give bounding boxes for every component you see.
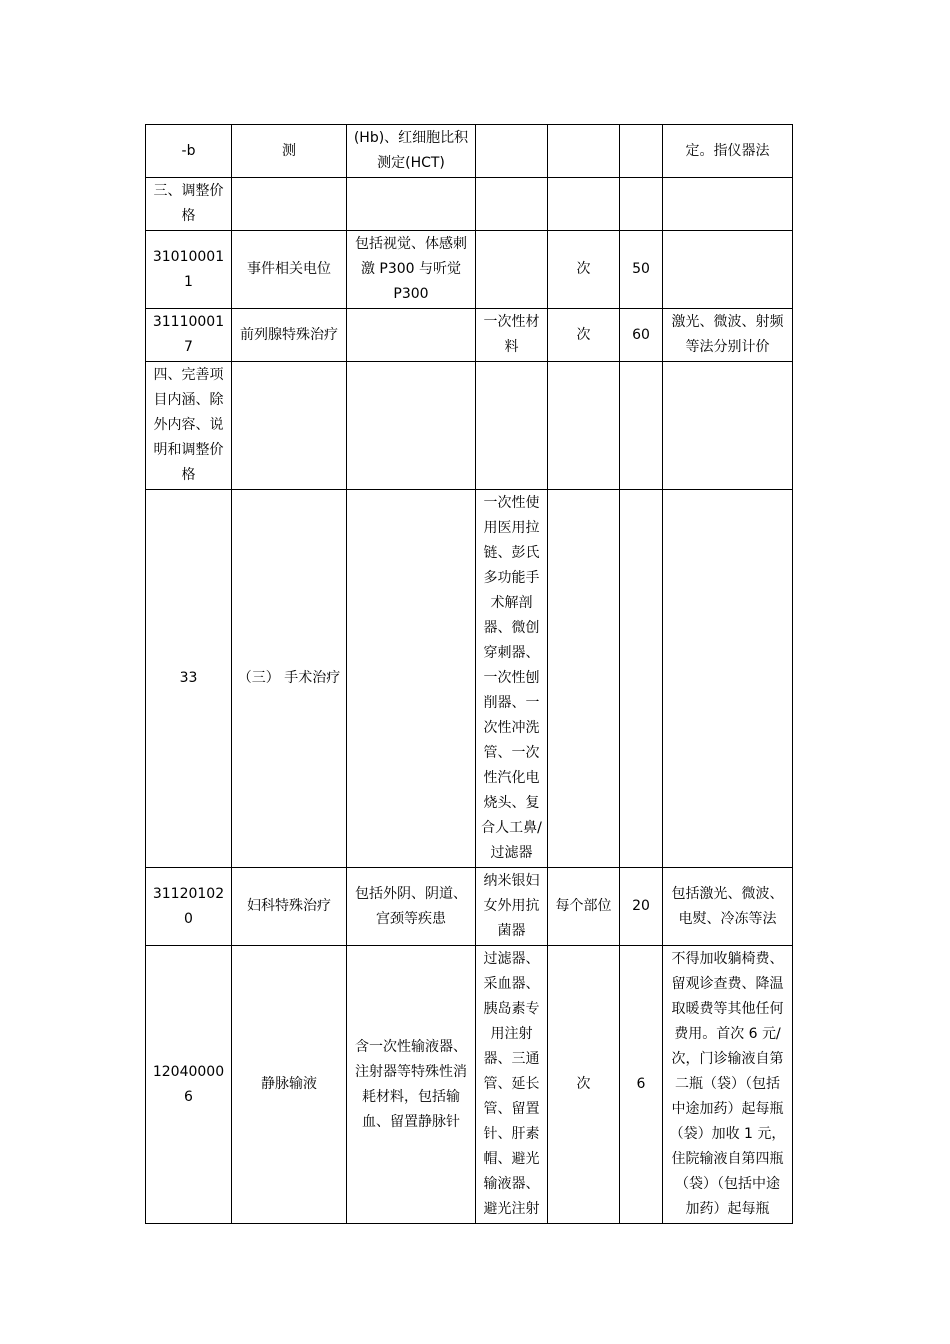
cell-price xyxy=(620,362,663,490)
table-row xyxy=(146,946,793,1224)
cell-content xyxy=(347,309,476,362)
cell-excluded: 一次性使 用医用拉 链、彭氏 多功能手 术解剖 器、微创 穿刺器、 一次性刨 削器、一 次性冲洗 管、一次 性汽化电 烧头、复 合人工鼻/ 过滤器 xyxy=(476,490,548,868)
cell-unit: 每个部位 xyxy=(548,868,620,946)
cell-unit xyxy=(548,178,620,231)
cell-price xyxy=(620,178,663,231)
cell-price: 60 xyxy=(620,309,663,362)
cell-notes: 激光、微波、射频 等法分别计价 xyxy=(663,309,793,362)
cell-content: 含一次性输液器、 注射器等特殊性消 耗材料，包括输 血、留置静脉针 xyxy=(347,946,476,1224)
cell-content xyxy=(347,490,476,868)
section-heading: 四、完善项 目内涵、除 外内容、说 明和调整价 格 xyxy=(146,362,232,490)
cell-code: 310100011 xyxy=(146,231,232,309)
cell-content: 包括视觉、体感刺 激 P300 与听觉 P300 xyxy=(347,231,476,309)
cell-unit: 次 xyxy=(548,946,620,1224)
cell-price: 50 xyxy=(620,231,663,309)
cell-unit xyxy=(548,490,620,868)
table-row xyxy=(146,178,793,231)
cell-name: （三） 手术治疗 xyxy=(232,490,347,868)
cell-notes xyxy=(663,490,793,868)
cell-name xyxy=(232,178,347,231)
table-row xyxy=(146,309,793,362)
cell-notes xyxy=(663,362,793,490)
cell-code: -b xyxy=(146,125,232,178)
cell-excluded xyxy=(476,231,548,309)
table-row xyxy=(146,125,793,178)
cell-content: 包括外阴、阴道、 宫颈等疾患 xyxy=(347,868,476,946)
table-row xyxy=(146,362,793,490)
cell-name: 事件相关电位 xyxy=(232,231,347,309)
cell-unit: 次 xyxy=(548,231,620,309)
cell-code: 311201020 xyxy=(146,868,232,946)
cell-excluded xyxy=(476,178,548,231)
pricing-table xyxy=(145,124,793,1224)
cell-name xyxy=(232,362,347,490)
cell-content: (Hb)、红细胞比积 测定(HCT) xyxy=(347,125,476,178)
cell-unit xyxy=(548,362,620,490)
cell-notes xyxy=(663,178,793,231)
cell-excluded xyxy=(476,362,548,490)
cell-code: 33 xyxy=(146,490,232,868)
cell-notes: 定。指仪器法 xyxy=(663,125,793,178)
cell-name: 静脉输液 xyxy=(232,946,347,1224)
cell-price xyxy=(620,125,663,178)
cell-excluded xyxy=(476,125,548,178)
cell-unit: 次 xyxy=(548,309,620,362)
cell-unit xyxy=(548,125,620,178)
section-heading: 三、调整价 格 xyxy=(146,178,232,231)
cell-name: 测 xyxy=(232,125,347,178)
cell-excluded: 过滤器、 采血器、 胰岛素专 用注射 器、三通 管、延长 管、留置 针、肝素 帽、避光 输液器、 避光注射 xyxy=(476,946,548,1224)
table-row xyxy=(146,231,793,309)
cell-notes: 不得加收躺椅费、 留观诊查费、降温 取暖费等其他任何 费用。首次 6 元/ 次，门诊输液自第 二瓶（袋）（包括 中途加药）起每瓶 （袋）加收 1 元， 住院输液自第四瓶 （袋）（包括中途 加药）起每瓶 xyxy=(663,946,793,1224)
cell-excluded: 一次性材 料 xyxy=(476,309,548,362)
cell-notes: 包括激光、微波、 电熨、冷冻等法 xyxy=(663,868,793,946)
cell-name: 前列腺特殊治疗 xyxy=(232,309,347,362)
cell-code: 311100017 xyxy=(146,309,232,362)
cell-code: 120400006 xyxy=(146,946,232,1224)
cell-excluded: 纳米银妇 女外用抗 菌器 xyxy=(476,868,548,946)
cell-price xyxy=(620,490,663,868)
cell-name: 妇科特殊治疗 xyxy=(232,868,347,946)
table-row xyxy=(146,868,793,946)
cell-content xyxy=(347,362,476,490)
cell-content xyxy=(347,178,476,231)
cell-price: 20 xyxy=(620,868,663,946)
cell-notes xyxy=(663,231,793,309)
table-row xyxy=(146,490,793,868)
cell-price: 6 xyxy=(620,946,663,1224)
